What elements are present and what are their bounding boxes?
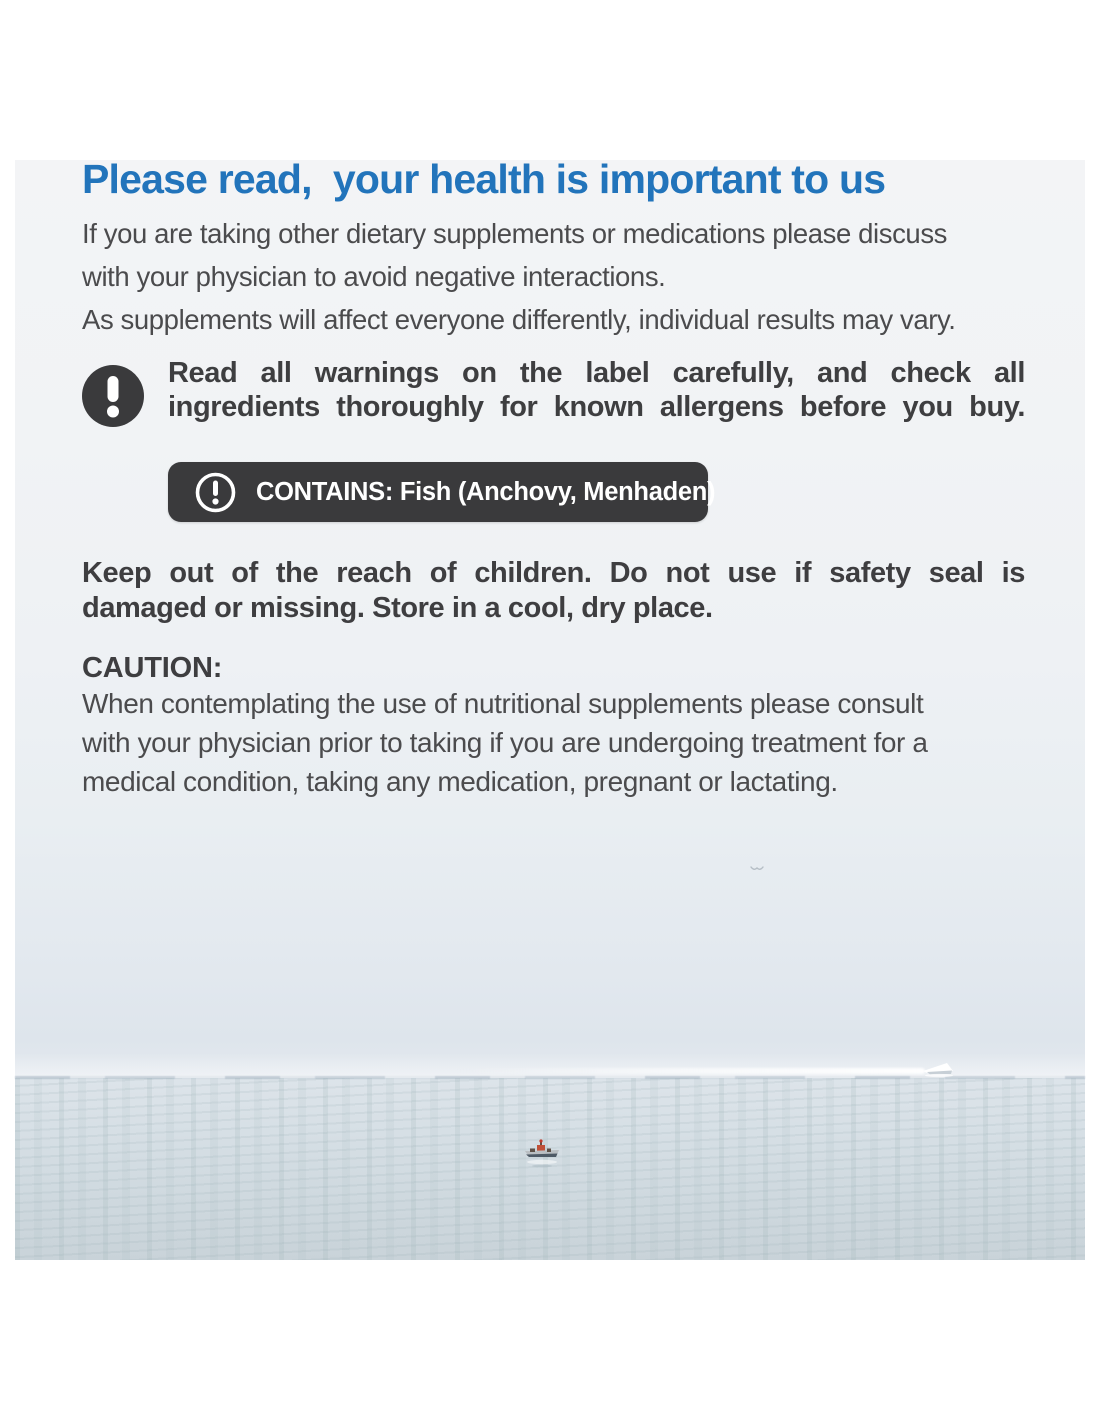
sea-photo-card xyxy=(15,156,1085,1260)
intro-line: If you are taking other dietary supplements or medications please discuss xyxy=(82,218,948,249)
intro-paragraph-2 xyxy=(82,298,1025,341)
caution-heading: CAUTION: xyxy=(82,652,223,684)
caution-line: medical condition, taking any medication, pregnant or lactating. xyxy=(82,766,838,797)
caution-paragraph xyxy=(82,684,1025,801)
storage-line: damaged or missing. Store in a cool, dry place. xyxy=(82,592,713,624)
fishing-boat-icon xyxy=(520,1138,564,1177)
warning-line: Read all warnings on the label carefully, and check all xyxy=(168,357,1025,389)
storage-paragraph xyxy=(82,556,1025,626)
speedboat-wake xyxy=(455,1068,925,1074)
allergen-label: CONTAINS: Fish (Anchovy, Menhaden) xyxy=(256,477,716,506)
exclamation-circle-icon xyxy=(82,365,144,427)
page-title: Please read, your health is important to us xyxy=(82,156,886,202)
warning-paragraph xyxy=(168,356,1025,424)
intro-line: with your physician to avoid negative interactions. xyxy=(82,261,666,292)
intro-paragraph-1 xyxy=(82,212,1025,298)
storage-line: Keep out of the reach of children. Do not use if safety seal is xyxy=(82,557,1025,589)
warning-line: ingredients thoroughly for known allergens before you buy. xyxy=(168,391,1025,423)
exclamation-outline-circle-icon xyxy=(194,471,237,514)
caution-line: with your physician prior to taking if you are undergoing treatment for a xyxy=(82,727,928,758)
seabird-icon xyxy=(750,860,764,878)
intro-line: As supplements will affect everyone differently, individual results may vary. xyxy=(82,304,956,335)
allergen-contains-badge xyxy=(168,462,716,522)
caution-line: When contemplating the use of nutritional supplements please consult xyxy=(82,688,924,719)
speedboat-icon xyxy=(921,1059,961,1084)
